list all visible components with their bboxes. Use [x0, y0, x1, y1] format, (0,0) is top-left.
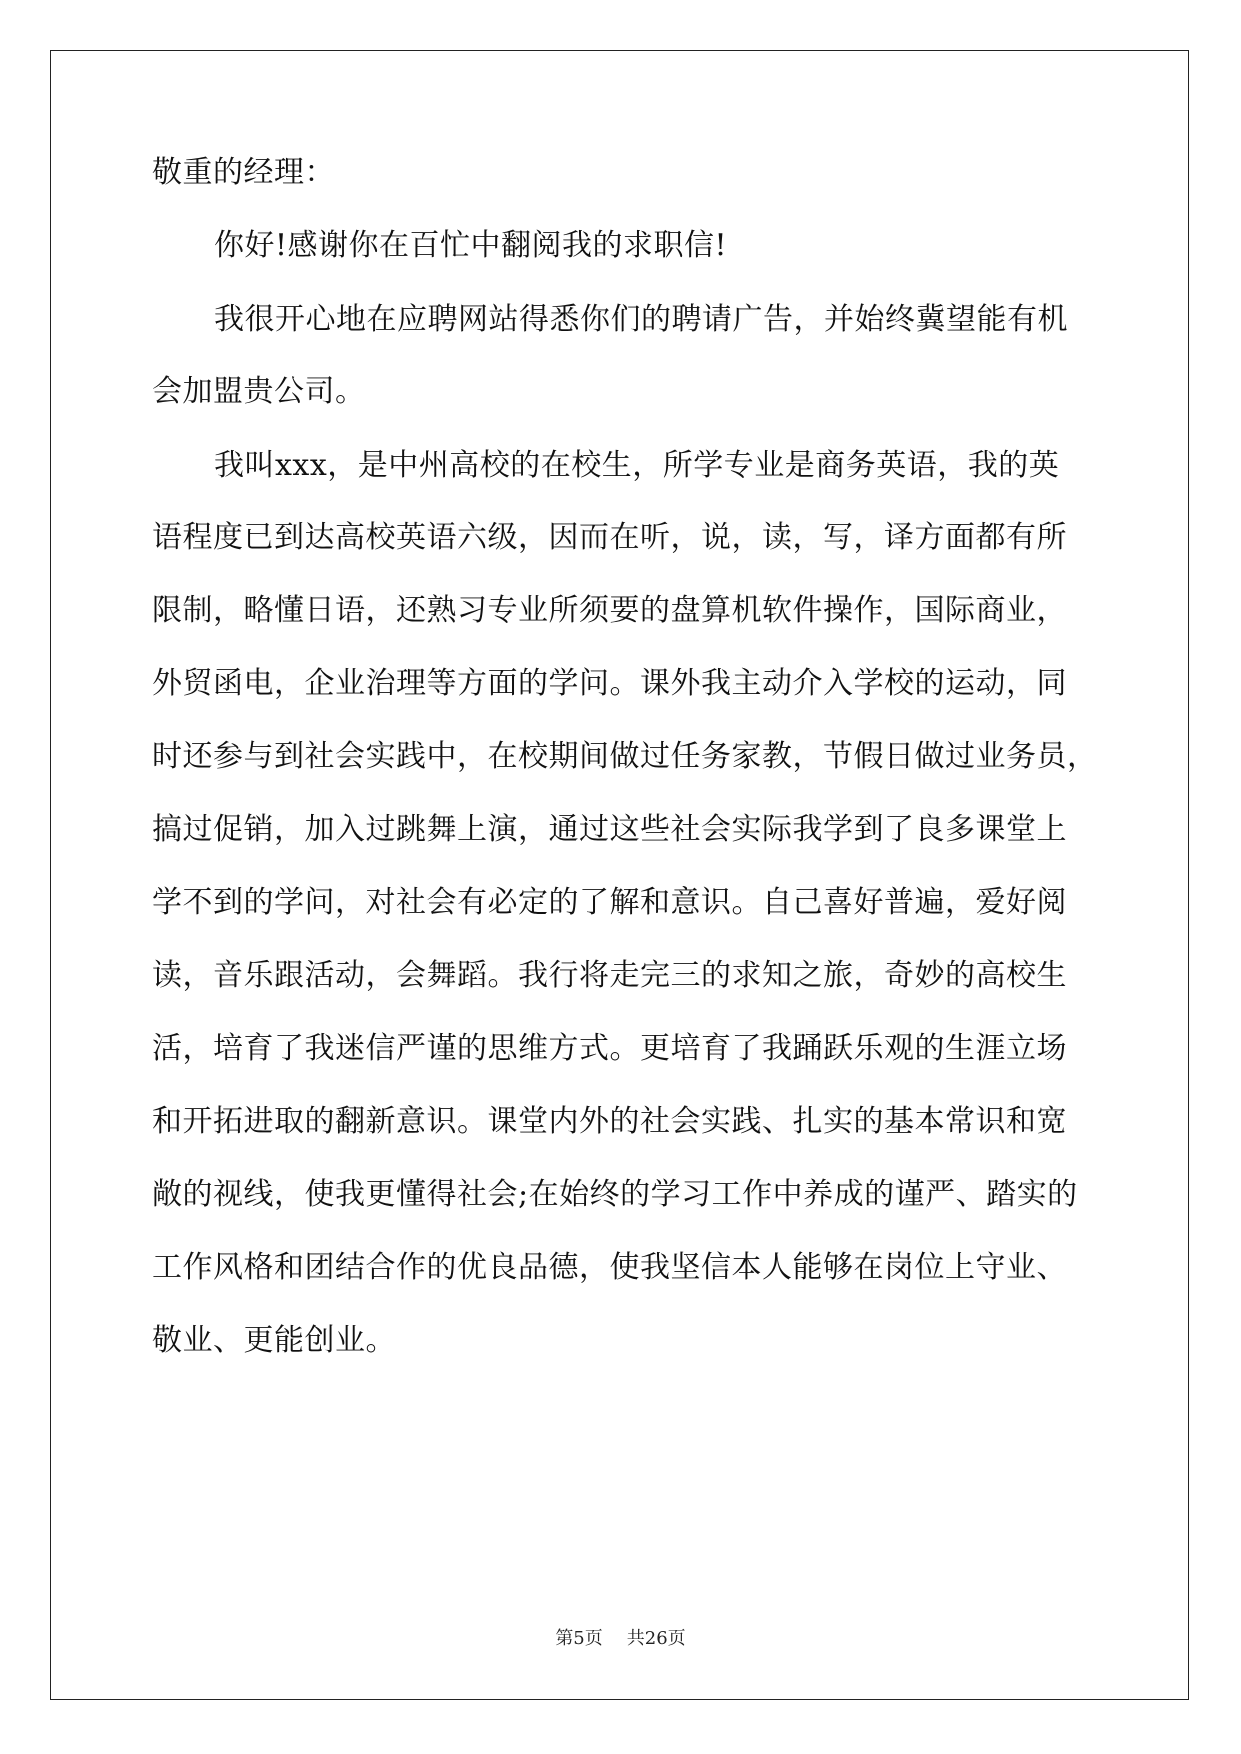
page-border: [50, 50, 1189, 1700]
paragraph-line: 限制，略懂日语，还熟习专业所须要的盘算机软件操作，国际商业，: [152, 593, 1067, 628]
greeting-line: 你好!感谢你在百忙中翻阅我的求职信!: [214, 228, 728, 263]
paragraph-line: 我很开心地在应聘网站得悉你们的聘请广告，并始终冀望能有机: [214, 302, 1068, 337]
paragraph-line: 时还参与到社会实践中，在校期间做过任务家教，节假日做过业务员，: [152, 739, 1098, 774]
page-footer: [0, 1627, 1241, 1651]
paragraph-line: 和开拓进取的翻新意识。课堂内外的社会实践、扎实的基本常识和宽: [152, 1104, 1067, 1139]
paragraph-line: 学不到的学问，对社会有必定的了解和意识。自己喜好普遍，爱好阅: [152, 885, 1067, 920]
paragraph-line: 搞过促销，加入过跳舞上演，通过这些社会实际我学到了良多课堂上: [152, 812, 1067, 847]
salutation-line: 敬重的经理：: [152, 155, 335, 190]
paragraph-line: 我叫xxx，是中州高校的在校生，所学专业是商务英语，我的英: [214, 448, 1060, 483]
page-total: 共26页: [626, 1628, 686, 1649]
paragraph-line: 敞的视线，使我更懂得社会;在始终的学习工作中养成的谨严、踏实的: [152, 1177, 1078, 1212]
paragraph-line: 会加盟贵公司。: [152, 374, 366, 409]
paragraph-line: 敬业、更能创业。: [152, 1323, 396, 1358]
paragraph-line: 语程度已到达高校英语六级，因而在听，说，读，写，译方面都有所: [152, 520, 1067, 555]
paragraph-line: 活，培育了我迷信严谨的思维方式。更培育了我踊跃乐观的生涯立场: [152, 1031, 1067, 1066]
paragraph-line: 读，音乐跟活动，会舞蹈。我行将走完三的求知之旅，奇妙的高校生: [152, 958, 1067, 993]
paragraph-line: 外贸函电，企业治理等方面的学问。课外我主动介入学校的运动，同: [152, 666, 1067, 701]
paragraph-line: 工作风格和团结合作的优良品德，使我坚信本人能够在岗位上守业、: [152, 1250, 1067, 1285]
page-number: 第5页: [555, 1628, 603, 1649]
